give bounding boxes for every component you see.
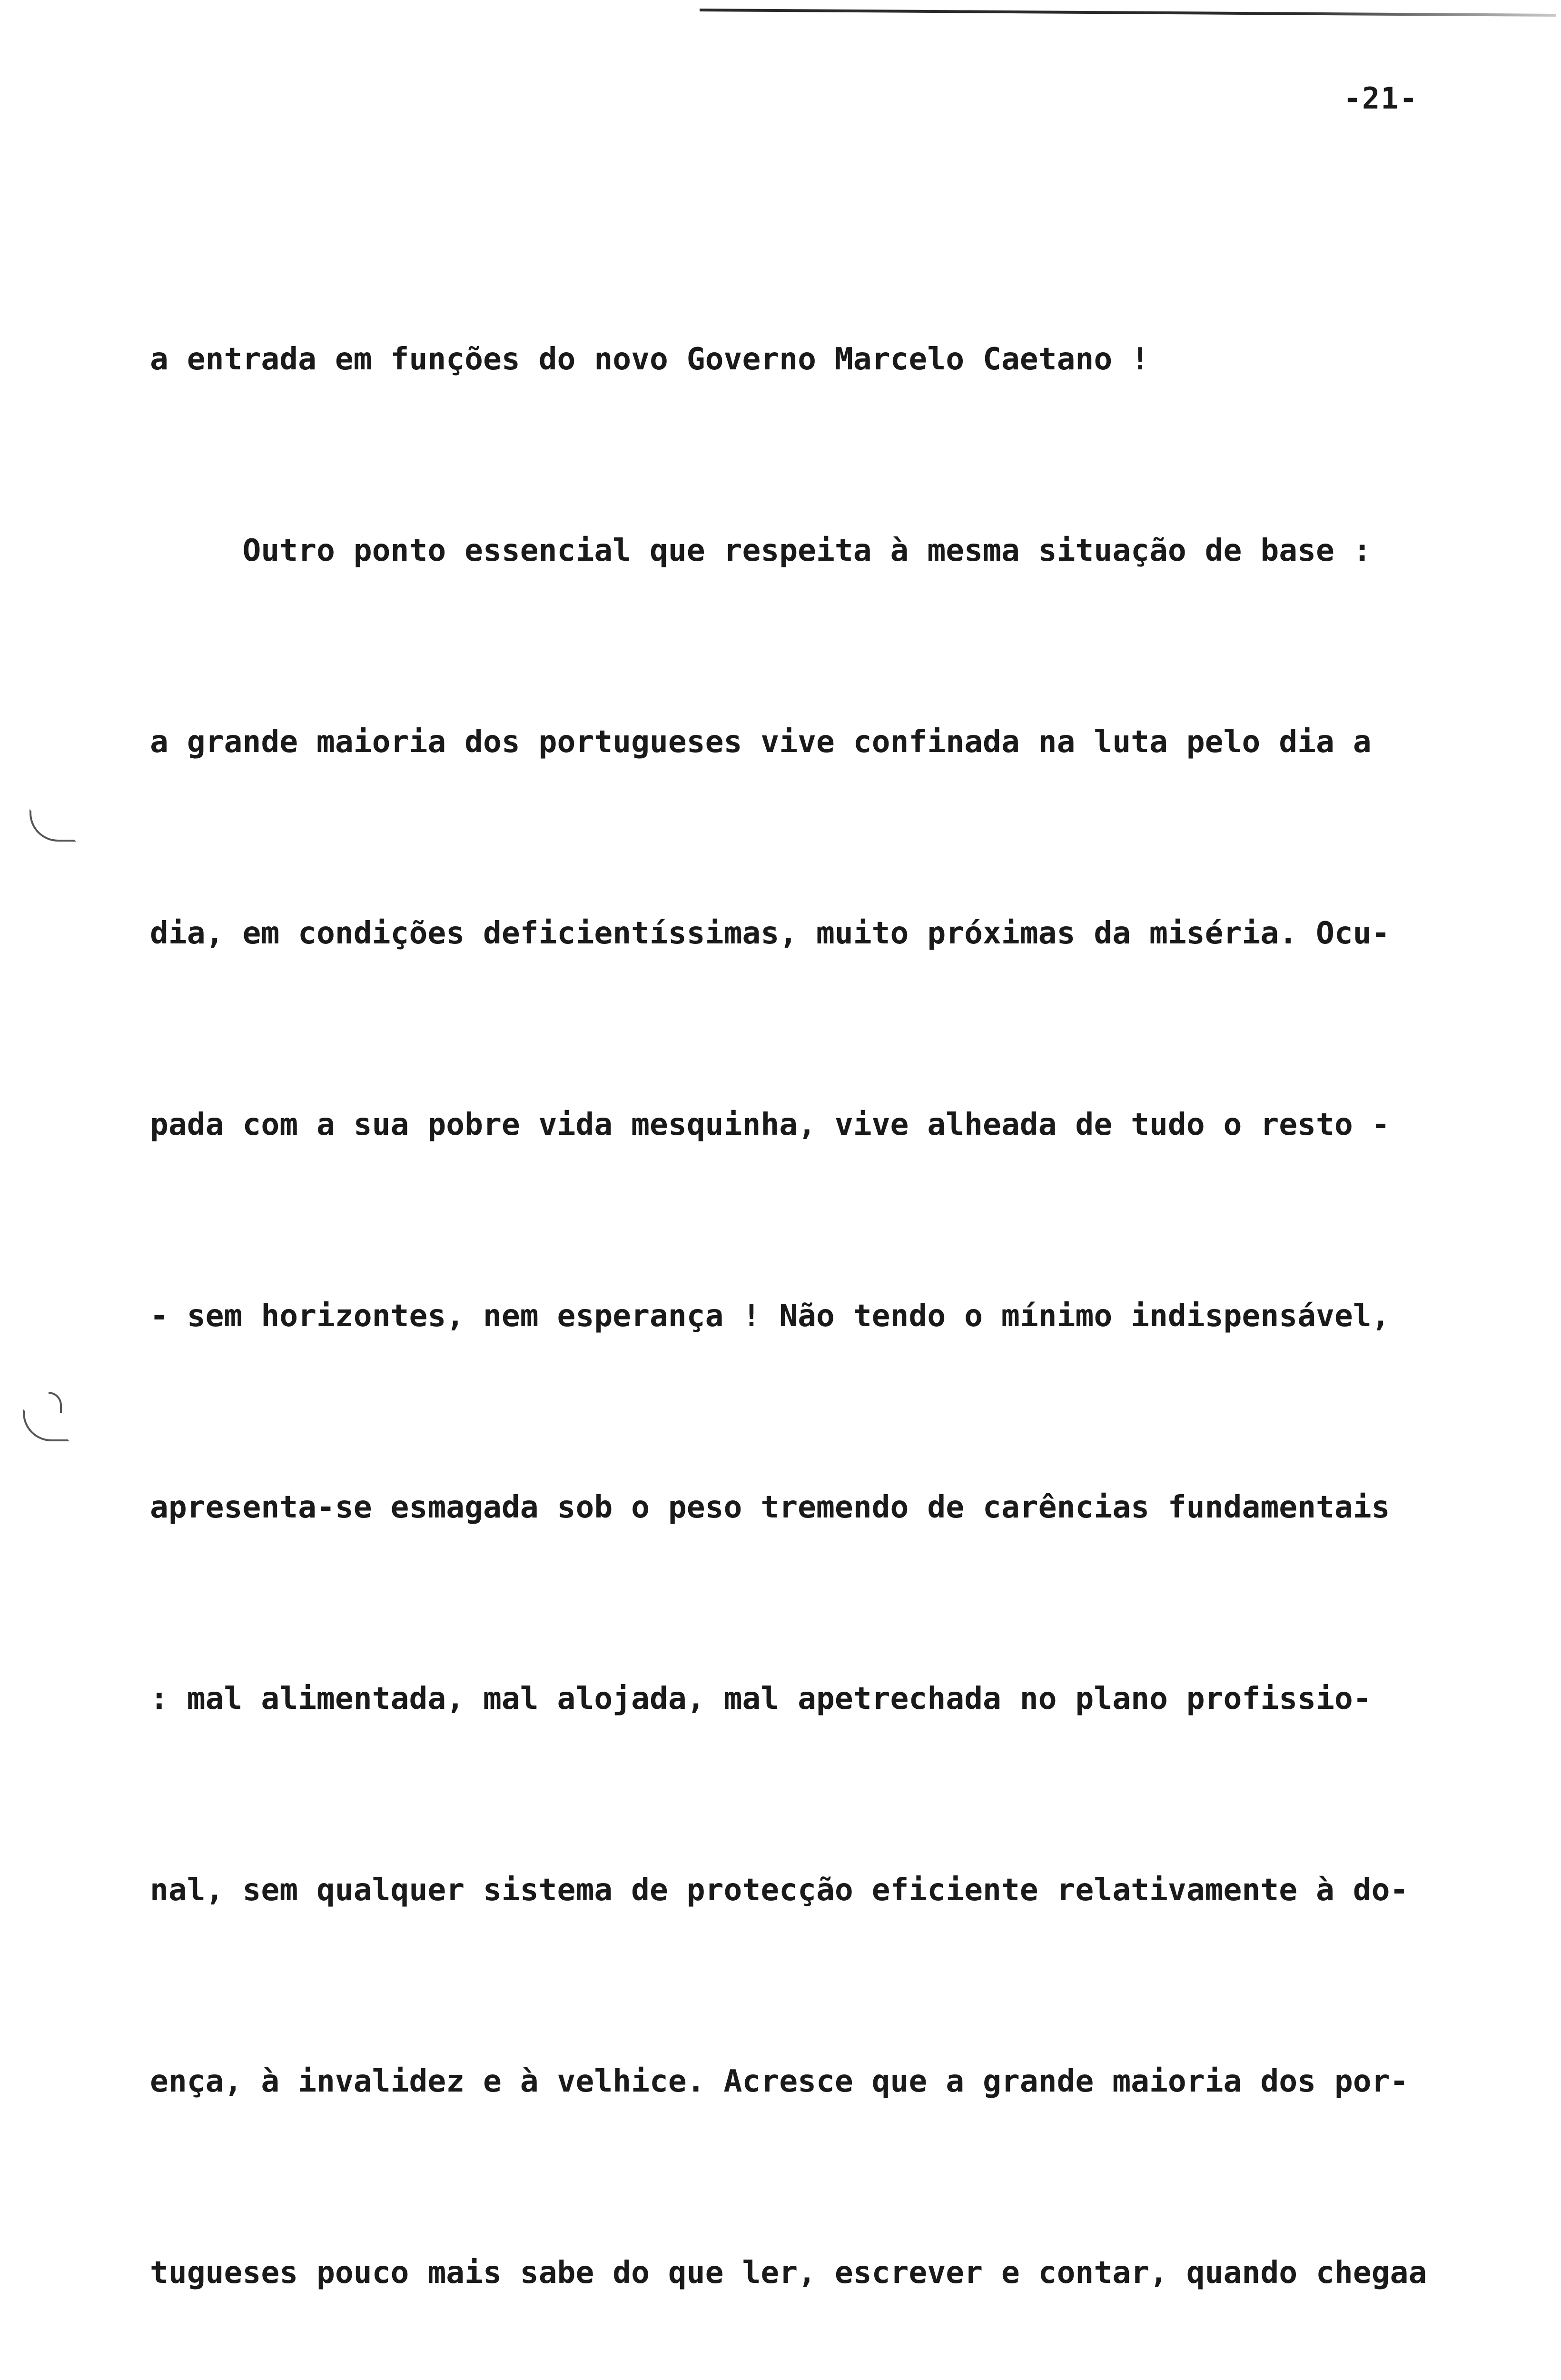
text-line: tugueses pouco mais sabe do que ler, escrever e contar, quando chegaa	[150, 2255, 1427, 2291]
page-number: -21-	[1343, 81, 1418, 116]
binder-hole-mark-bottom	[23, 1409, 69, 1441]
text-line: : mal alimentada, mal alojada, mal apetrechada no plano profissio-	[150, 1681, 1372, 1716]
binder-hole-mark-top	[30, 809, 76, 842]
text-line: nal, sem qualquer sistema de protecção eficiente relativamente à do-	[150, 1872, 1409, 1908]
text-line: dia, em condições deficientíssimas, muito próximas da miséria. Ocu-	[150, 915, 1390, 951]
text-line: - sem horizontes, nem esperança ! Não tendo o mínimo indispensável,	[150, 1298, 1390, 1334]
document-body	[150, 200, 1511, 2380]
text-line: apresenta-se esmagada sob o peso tremendo de carências fundamentais	[150, 1489, 1390, 1525]
text-line: pada com a sua pobre vida mesquinha, vive alheada de tudo o resto -	[150, 1107, 1390, 1142]
text-line: a entrada em funções do novo Governo Marcelo Caetano !	[150, 341, 1149, 377]
top-edge-rule	[700, 9, 1556, 17]
text-line: Outro ponto essencial que respeita à mesma situação de base :	[150, 533, 1372, 568]
text-line: a grande maioria dos portugueses vive confinada na luta pelo dia a	[150, 724, 1372, 760]
text-line: ença, à invalidez e à velhice. Acresce que a grande maioria dos por-	[150, 2063, 1409, 2099]
